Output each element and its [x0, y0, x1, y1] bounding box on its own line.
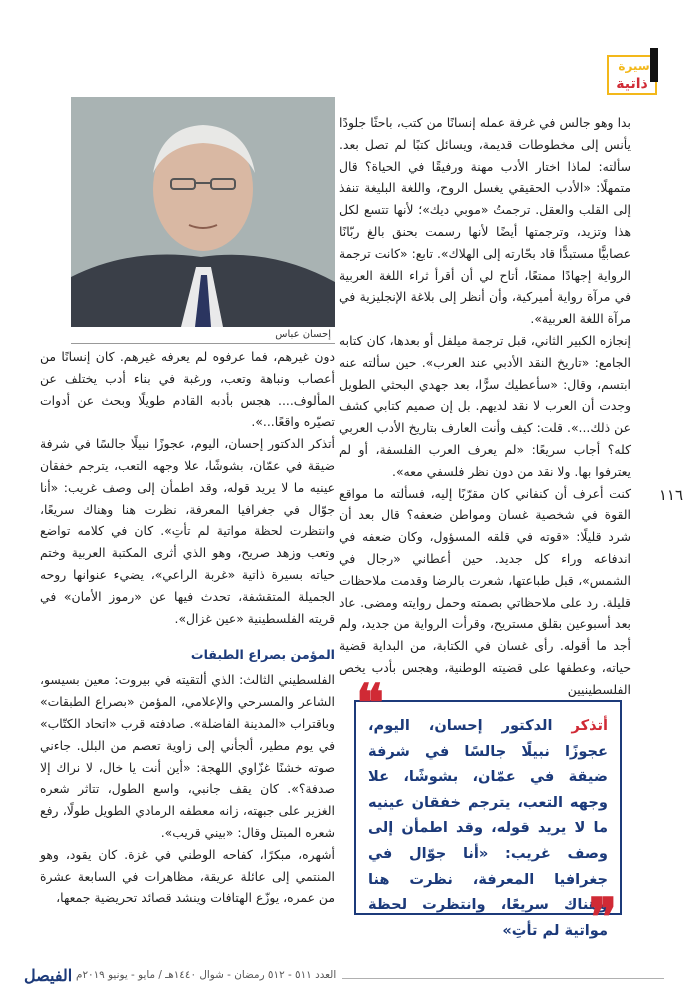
paragraph: دون غيرهم، فما عرفوه لم يعرفه غيرهم. كان إنسانًا من أعصاب ونباهة وتعب، ورغبة في بناء أدب يختلف عن المألوف.... هجس بأدبه القادم طويلًا وبحث عن أدوات تصيّره واقعًا...». [40, 349, 335, 430]
pullquote-body: الدكتور إحسان، اليوم، عجوزًا نبيلًا جالسًا في شرفة ضيقة في عمّان، بشوشًا، علا وجهه التعب، يترجم خفقان عينيه ما لا يريد قوله، وقد اطمأن إلى وصف غريب: «أنا جوّال في جغرافيا المعرفة، نظرت هنا وهناك سريعًا، وانتظرت لحظة مواتية لم تأتِ» [368, 717, 608, 939]
page-number: ١١٦ [658, 486, 683, 504]
paragraph: بدا وهو جالس في غرفة عمله إنسانًا من كتب، باحثًا جلودًا يأنس إلى مخطوطات قديمة، ويسائل كتبًا لم تصل بعد. سألته: لماذا اختار الأدب مهنة ورفيقًا في الحياة؟ قال متمهلًا: «الأدب الحقيقي يغسل الروح، واللغة البليغة تنفذ إلى القلب والعقل. ترجمتُ «موبي ديك»؛ لأنها تتسع لكل هذا وتزيد، وترجمتها أيضًا لأنها رسمت بحنق بالغ ربّانًا عصابيًّا مستبدًّا قاد بحّارته إلى الهلاك». تابع: «كانت ترجمة الرواية إجهادًا ممتعًا، أتاح لي أن أقرأ ثراء اللغة العربية في مرآة رواية أميركية، وأن أنظر إلى بلاغة الإنجليزية في مرآة اللغة العربية». [339, 115, 631, 327]
paragraph: كنت أعرف أن كنفاني كان مقرّبًا إليه، فسألته ما مواقع القوة في شخصية غسان ومواطن ضعفه؟ قال بعد أن شرد قليلًا: «قوته في قلقه المسؤول، وكان ضعفه في اندفاعه وراء كل جديد. حين أعطاني «رجال في الشمس»، قبل طباعتها، شعرت بالرضا وقدمت ملاحظات قليلة. رد على ملاحظاتي بصمته وحمل روايته ومضى. عاد بعد أسبوعين بقلق مستريح، وقرأت الرواية من جديد، ولم أجد ما أقوله. رأى غسان في الكتابة، من البداية قضية حياته، وعطفها على قضيته الوطنية، وهجس بأدب يخص الفلسطينيين [339, 485, 631, 697]
photo-caption-text: إحسان عباس [275, 329, 331, 340]
section-logo-icon [604, 44, 664, 98]
article-column-left [40, 346, 335, 909]
footer-issue: العدد ٥١١ - ٥١٢ رمضان - شوال ١٤٤٠هـ / مايو - يونيو ٢٠١٩م [70, 969, 342, 981]
quote-close-icon: ❞ [589, 887, 617, 948]
author-photo [71, 97, 335, 327]
paragraph: أشهره، مبكرًا، كفاحه الوطني في غزة. كان يقود، وهو المنتمي إلى عائلة عريقة، مظاهرات في السابعة عشرة من عمره، يوزّع الهتافات وينشد قصائد تحريضية جمعها، [40, 846, 335, 906]
portrait-image [71, 97, 335, 327]
section-label-bottom: ذاتية [616, 76, 648, 92]
photo-caption [71, 327, 335, 344]
section-logo [604, 44, 664, 98]
quote-open-icon: ❝ [356, 673, 384, 734]
paragraph: أتذكر الدكتور إحسان، اليوم، عجوزًا نبيلًا جالسًا في شرفة ضيقة في عمّان، بشوشًا، علا وجهه التعب، يترجم خفقان عينيه ما لا يريد قوله، وقد اطمأن إلى وصف غريب: «أنا جوّال في جغرافيا المعرفة، نظرت هنا وهناك سريعًا، وانتظرت لحظة مواتية لم تأتِ». كان في كلامه تواضع وتعب وزهد صريح، وهو الذي أثرى المكتبة العربية وختم حياته بسيرة ذاتية «غربة الراعي»، يضيء عنوانها روحه الجميلة المتقشفة، تحدث فيها عن «رموز الأمان» في قريته الفلسطينية «عين غزال». [40, 436, 335, 626]
pullquote-text [368, 713, 608, 943]
section-label-top: سيرة [618, 59, 650, 73]
pullquote-lead: أتذكر [571, 717, 608, 734]
article-column-right [339, 112, 631, 701]
footer-brand: الفيصل [24, 966, 73, 985]
paragraph: الفلسطيني الثالث: الذي ألتقيته في بيروت: معين بسيسو، الشاعر والمسرحي والإعلامي، المؤمن «بصراع الطبقات» وباقتراب «المدينة الفاضلة». صادفته قرب «اتحاد الكتّاب» في يوم مطير، ألجأني إلى زاوية تعصم من البلل. جاءني صوته خشنًا غزّاوي اللهجة: «أين أنت يا خال، لا نراك إلا صدفة؟». كان يقف جانبي، واسع الطول، تتاثر شعره الغزير على جبهته، زانه معطفه الرمادي الطويل طولًا، رفع شعره المبتل وقال: «بيني قريب». [40, 672, 335, 840]
paragraph: إنجازه الكبير الثاني، قبل ترجمة ميلفل أو بعدها، كان كتابه الجامع: «تاريخ النقد الأدبي عند العرب». حين سألته عنه ابتسم، وقال: «سأعطيك سرًّا، بعد جهدي البحثي الطويل وجدت أن العرب لا نقد لديهم. بل إن صميم كتابي كشف عن ذلك...». قلت: كيف وأنت العارف بتاريخ الأدب العربي كله؟ أجاب سريعًا: «لم يعرف العرب الفلسفة، أو لم يعترفوا بها. ولا نقد من دون نظر فلسفي معه». [339, 332, 631, 479]
page-footer [0, 966, 689, 990]
section-subheading: المؤمن بصراع الطبقات [190, 647, 335, 663]
